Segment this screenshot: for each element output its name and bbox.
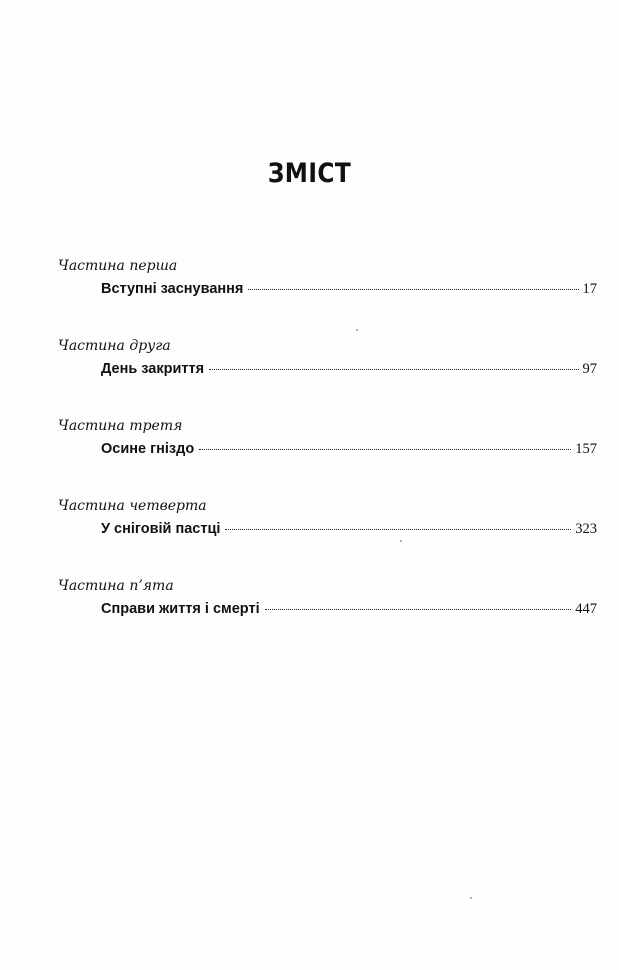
dot-leader — [225, 528, 571, 530]
toc-entry[interactable] — [101, 521, 597, 538]
part-label: Частина перша — [58, 258, 178, 274]
dot-leader — [248, 288, 578, 290]
page-number: 447 — [575, 601, 597, 617]
page-number: 323 — [575, 521, 597, 537]
page-number: 97 — [582, 361, 597, 377]
paper-speck — [400, 540, 402, 542]
dot-leader — [199, 448, 571, 450]
part-label: Частина третя — [58, 418, 183, 434]
toc-heading: ЗМІСТ — [267, 158, 352, 189]
chapter-title: У сніговій пастці — [101, 521, 221, 537]
toc-entry[interactable] — [101, 601, 597, 618]
chapter-title: День закриття — [101, 361, 205, 377]
part-label: Частина п’ята — [58, 578, 174, 594]
dot-leader — [265, 608, 572, 610]
paper-speck — [470, 897, 472, 899]
paper-speck — [356, 329, 358, 331]
toc-entry[interactable] — [101, 441, 597, 458]
part-label: Частина друга — [58, 338, 171, 354]
toc-entry[interactable] — [101, 281, 597, 298]
toc-entry[interactable] — [101, 361, 597, 378]
part-label: Частина четверта — [58, 498, 207, 514]
chapter-title: Справи життя і смерті — [101, 601, 260, 617]
page-number: 157 — [575, 441, 597, 457]
dot-leader — [209, 368, 578, 370]
chapter-title: Вступні заснування — [101, 281, 244, 297]
chapter-title: Осине гніздо — [101, 441, 195, 457]
page-number: 17 — [582, 281, 597, 297]
